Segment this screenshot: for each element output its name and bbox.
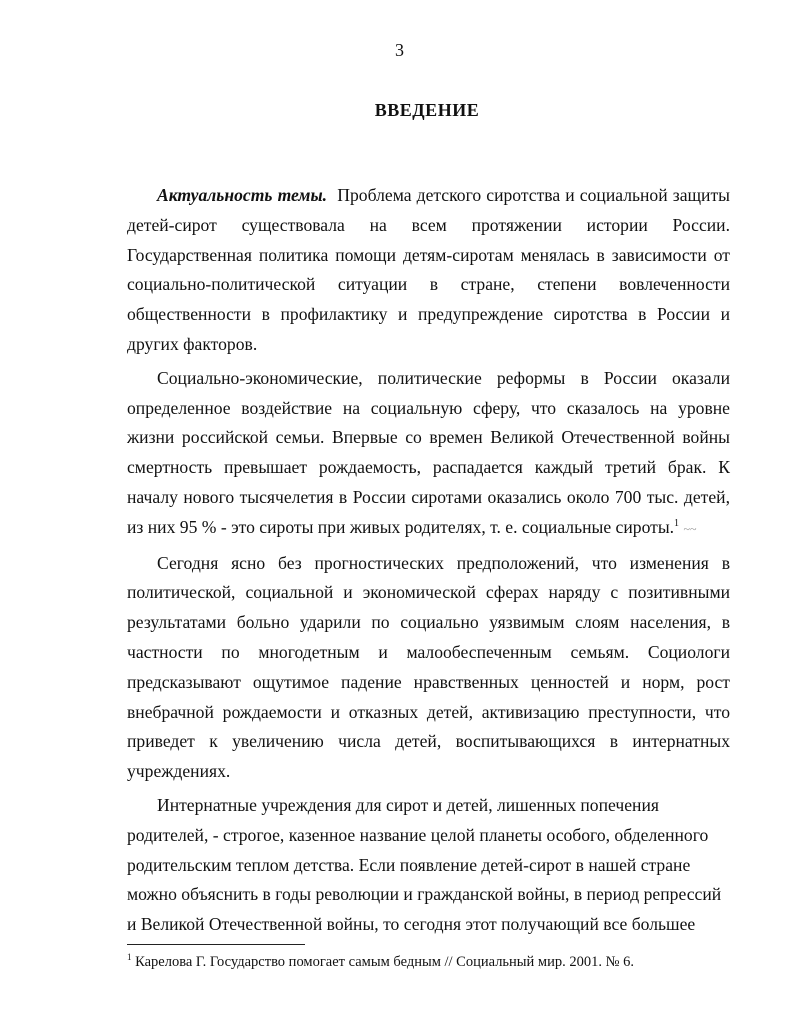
paragraph-institutions: Интернатные учреждения для сирот и детей, лишенных попечения родителей, - строгое, казенное название целой планеты особого, обделенного родительским теплом детства. Если появление детей-сирот в нашей стране можно объяснить в годы революции и гражданской войны, в период репрессий и Великой Отечественной войны, то сегодня этот получающий все большее (127, 794, 722, 935)
handwritten-mark: ~~ (683, 521, 697, 536)
footnote-text: Карелова Г. Государство помогает самым бедным // Социальный мир. 2001. № 6. (135, 954, 634, 970)
paragraph-reforms (127, 364, 730, 545)
paragraph-2-text: Социально-экономические, политические реформы в России оказали определенное воздействие на социальную сферу, что сказалось на уровне жизни российской семьи. Впервые со времен Великой Отечественной войны смертность превышает рождаемость, распадается каждый третий брак. К началу нового тысячелетия в России сиротами оказались около 700 тыс. детей, из них 95 % - это сироты при живых родителях, т. е. социальные сироты. (127, 367, 730, 537)
footnote (127, 953, 730, 971)
paragraph-1-text: Проблема детского сиротства и социальной защиты детей-сирот существовала на всем протяжении истории России. Государственная политика помощи детям-сиротам менялась в зависимости от социально-политической ситуации в стране, степени вовлеченности общественности в профилактику и предупреждение сиротства в России и других факторов. (127, 185, 730, 354)
page-title: ВВЕДЕНИЕ (374, 100, 480, 120)
paragraph-relevance (127, 181, 730, 360)
relevance-lead: Актуальность темы. (157, 185, 328, 205)
page-number: 3 (395, 40, 404, 60)
footnote-reference: 1 (674, 517, 680, 529)
main-text (127, 181, 730, 940)
footnote-number: 1 (127, 952, 132, 963)
paragraph-changes: Сегодня ясно без прогностических предположений, что изменения в политической, социальной и экономической сферах наряду с позитивными результатами больно ударили по социально уязвимым слоям населения, в частности по многодетным и малообеспеченным семьям. Социологи предсказывают ощутимое падение нравственных ценностей и норм, рост внебрачной рождаемости и отказных детей, активизацию преступности, что приведет к увеличению числа детей, воспитывающихся в интернатных учреждениях. (127, 552, 730, 782)
footnote-divider (127, 944, 305, 945)
